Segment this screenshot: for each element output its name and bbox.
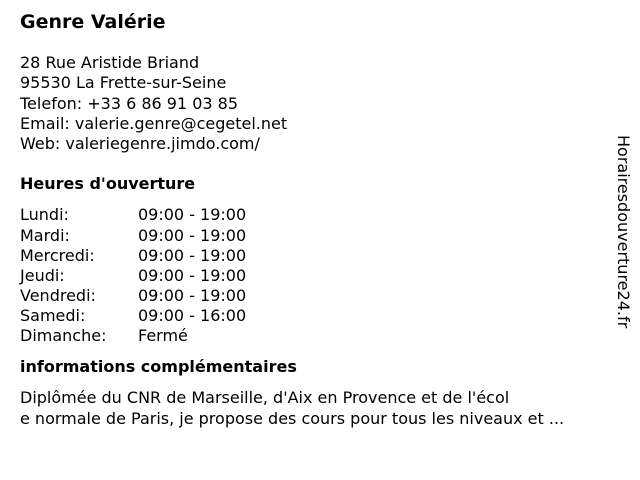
hours-row-mardi xyxy=(20,226,610,246)
business-card xyxy=(20,10,610,429)
time-value: 09:00 - 19:00 xyxy=(138,205,247,225)
info-line: Diplômée du CNR de Marseille, d'Aix en Provence et de l'écol xyxy=(20,388,510,408)
site-watermark: Horairesdouverture24.fr xyxy=(614,135,633,329)
time-value: 09:00 - 19:00 xyxy=(138,265,247,285)
hours-heading: Heures d'ouverture xyxy=(20,174,196,194)
time-value: 09:00 - 19:00 xyxy=(138,285,247,305)
day-label: Mardi: xyxy=(20,225,70,245)
hours-row-vendredi xyxy=(20,286,610,306)
info-heading: informations complémentaires xyxy=(20,357,297,377)
time-value: 09:00 - 19:00 xyxy=(138,225,247,245)
website: Web: valeriegenre.jimdo.com/ xyxy=(20,134,260,154)
day-label: Dimanche: xyxy=(20,326,107,346)
day-label: Mercredi: xyxy=(20,245,95,265)
email-address: Email: valerie.genre@cegetel.net xyxy=(20,113,288,133)
day-label: Samedi: xyxy=(20,305,86,325)
time-value: Fermé xyxy=(138,326,188,346)
hours-row-lundi xyxy=(20,205,610,225)
time-value: 09:00 - 16:00 xyxy=(138,305,247,325)
hours-row-samedi xyxy=(20,306,610,326)
hours-row-mercredi xyxy=(20,246,610,266)
time-value: 09:00 - 19:00 xyxy=(138,245,247,265)
phone-number: Telefon: +33 6 86 91 03 85 xyxy=(20,93,239,113)
business-name: Genre Valérie xyxy=(20,11,166,33)
contact-block xyxy=(20,53,610,154)
street-address: 28 Rue Aristide Briand xyxy=(20,53,200,72)
info-line: e normale de Paris, je propose des cours pour tous les niveaux et ... xyxy=(20,408,565,428)
city-address: 95530 La Frette-sur-Seine xyxy=(20,73,227,93)
hours-row-dimanche xyxy=(20,326,610,346)
day-label: Lundi: xyxy=(20,205,69,225)
hours-row-jeudi xyxy=(20,266,610,286)
day-label: Vendredi: xyxy=(20,285,96,305)
hours-table xyxy=(20,205,610,346)
day-label: Jeudi: xyxy=(20,265,65,285)
info-description xyxy=(20,388,610,429)
